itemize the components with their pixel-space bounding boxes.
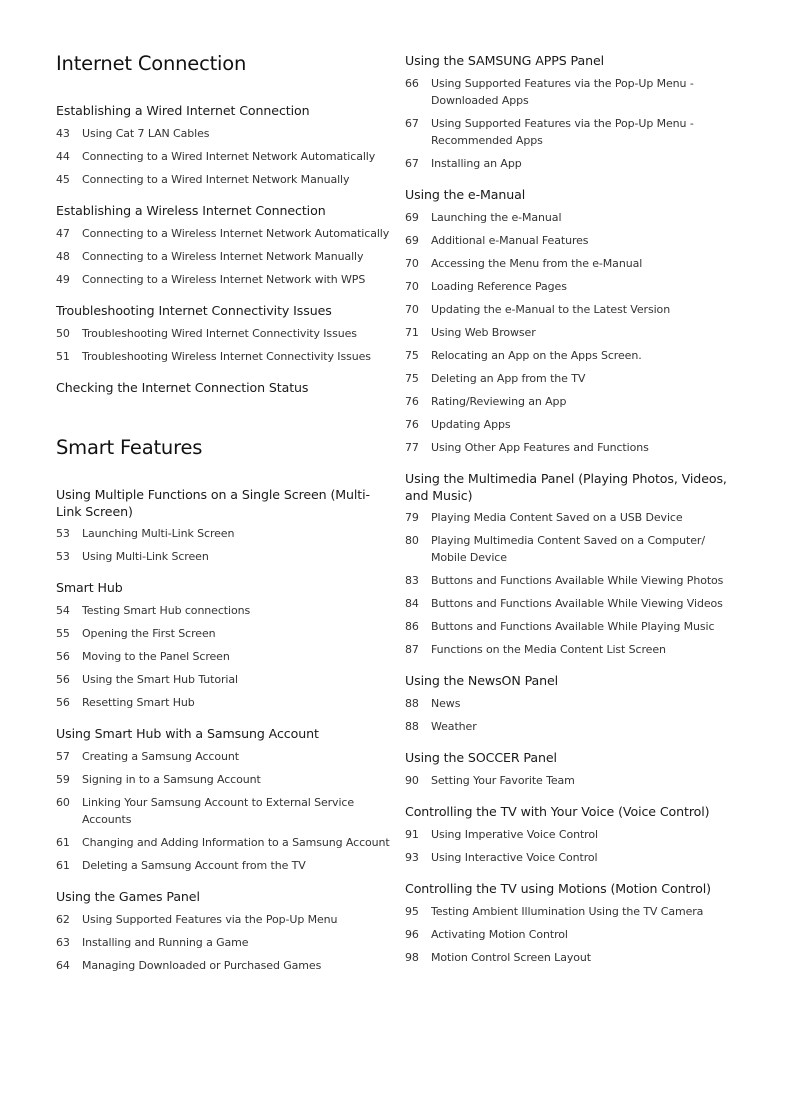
entry-title: Using Multi-Link Screen <box>82 550 209 563</box>
page-number: 88 <box>405 720 419 733</box>
entry-title: Creating a Samsung Account <box>82 750 239 763</box>
entry-title: Testing Smart Hub connections <box>82 604 251 617</box>
entry-title: Updating Apps <box>431 418 511 431</box>
toc-entry[interactable] <box>405 324 735 341</box>
entry-title: Accessing the Menu from the e-Manual <box>431 257 643 270</box>
entry-title: Weather <box>431 720 477 733</box>
page-number: 48 <box>56 250 70 263</box>
entry-title: Connecting to a Wireless Internet Network Manually <box>82 250 364 263</box>
entry-title: Rating/Reviewing an App <box>431 395 567 408</box>
page-number: 60 <box>56 796 70 809</box>
page-number: 63 <box>56 936 70 949</box>
toc-entry[interactable] <box>56 525 391 542</box>
toc-entry[interactable] <box>405 416 735 433</box>
toc-entry[interactable] <box>56 271 391 288</box>
section-troubleshooting[interactable]: Troubleshooting Internet Connectivity Issues <box>56 303 332 318</box>
entry-title: Additional e-Manual Features <box>431 234 589 247</box>
section-smart-hub[interactable]: Smart Hub <box>56 580 123 595</box>
toc-entry[interactable] <box>56 625 391 642</box>
toc-entry[interactable] <box>56 248 391 265</box>
entry-title: Buttons and Functions Available While Viewing Videos <box>431 597 723 610</box>
page-number: 87 <box>405 643 419 656</box>
entry-title: Connecting to a Wireless Internet Network Automatically <box>82 227 390 240</box>
page-number: 51 <box>56 350 70 363</box>
section-wireless-connection[interactable]: Establishing a Wireless Internet Connection <box>56 203 326 218</box>
toc-entry[interactable] <box>405 826 735 843</box>
page-number: 70 <box>405 280 419 293</box>
entry-title: Using Supported Features via the Pop-Up Menu <box>82 913 338 926</box>
entry-title: Deleting a Samsung Account from the TV <box>82 859 306 872</box>
entry-title: Connecting to a Wired Internet Network Manually <box>82 173 350 186</box>
toc-entry[interactable] <box>56 348 391 365</box>
entry-title: Loading Reference Pages <box>431 280 567 293</box>
page-number: 96 <box>405 928 419 941</box>
entry-title: Linking Your Samsung Account to External Service Accounts <box>82 796 355 826</box>
page-number: 71 <box>405 326 419 339</box>
entry-title: Using Web Browser <box>431 326 536 339</box>
entry-title: Installing an App <box>431 157 522 170</box>
entry-title: Using Supported Features via the Pop-Up Menu - Recommended Apps <box>431 117 694 147</box>
entry-title: Managing Downloaded or Purchased Games <box>82 959 322 972</box>
entry-title: Opening the First Screen <box>82 627 216 640</box>
page-number: 45 <box>56 173 70 186</box>
page-number: 66 <box>405 77 419 90</box>
page-number: 43 <box>56 127 70 140</box>
page-number: 50 <box>56 327 70 340</box>
page-number: 79 <box>405 511 419 524</box>
section-multimedia-panel[interactable]: Using the Multimedia Panel (Playing Photos, Videos, and Music) <box>405 471 727 503</box>
toc-entry[interactable] <box>405 572 735 589</box>
section-newson-panel[interactable]: Using the NewsON Panel <box>405 673 559 688</box>
toc-entry[interactable] <box>405 393 735 410</box>
toc-entry[interactable] <box>56 171 391 188</box>
page-number: 88 <box>405 697 419 710</box>
entry-title: Updating the e-Manual to the Latest Version <box>431 303 671 316</box>
page-number: 83 <box>405 574 419 587</box>
section-motion-control[interactable]: Controlling the TV using Motions (Motion Control) <box>405 881 711 896</box>
page-number: 90 <box>405 774 419 787</box>
page-number: 56 <box>56 673 70 686</box>
entry-title: Launching Multi-Link Screen <box>82 527 235 540</box>
entry-title: Deleting an App from the TV <box>431 372 586 385</box>
chapter-title-internet-connection: Internet Connection <box>56 52 247 75</box>
toc-entry[interactable] <box>56 794 391 828</box>
chapter-title-smart-features: Smart Features <box>56 436 203 459</box>
page-number: 62 <box>56 913 70 926</box>
toc-entry[interactable] <box>56 325 391 342</box>
entry-title: Signing in to a Samsung Account <box>82 773 261 786</box>
entry-title: Setting Your Favorite Team <box>431 774 575 787</box>
toc-entry[interactable] <box>405 255 735 272</box>
toc-entry[interactable] <box>405 347 735 364</box>
toc-entry[interactable] <box>405 115 735 149</box>
toc-entry[interactable] <box>405 209 735 226</box>
entry-title: Using Cat 7 LAN Cables <box>82 127 210 140</box>
entry-title: Relocating an App on the Apps Screen. <box>431 349 642 362</box>
entry-title: Connecting to a Wireless Internet Network with WPS <box>82 273 366 286</box>
page-number: 56 <box>56 650 70 663</box>
toc-entry[interactable] <box>405 718 735 735</box>
toc-entry[interactable] <box>405 532 735 566</box>
page-number: 53 <box>56 550 70 563</box>
entry-title: News <box>431 697 461 710</box>
page-number: 76 <box>405 395 419 408</box>
toc-entry[interactable] <box>56 957 391 974</box>
toc-entry[interactable] <box>405 75 735 109</box>
page-number: 67 <box>405 117 419 130</box>
toc-entry[interactable] <box>56 548 391 565</box>
entry-title: Playing Media Content Saved on a USB Device <box>431 511 683 524</box>
toc-entry[interactable] <box>56 125 391 142</box>
toc-entry[interactable] <box>56 771 391 788</box>
page-number: 98 <box>405 951 419 964</box>
section-e-manual[interactable]: Using the e-Manual <box>405 187 526 202</box>
page-number: 53 <box>56 527 70 540</box>
toc-entry[interactable] <box>56 602 391 619</box>
toc-entry[interactable] <box>56 857 391 874</box>
page-number: 70 <box>405 257 419 270</box>
page-number: 76 <box>405 418 419 431</box>
page-number: 47 <box>56 227 70 240</box>
entry-title: Using Imperative Voice Control <box>431 828 598 841</box>
section-voice-control[interactable]: Controlling the TV with Your Voice (Voice Control) <box>405 804 710 819</box>
entry-title: Using Interactive Voice Control <box>431 851 598 864</box>
page-number: 95 <box>405 905 419 918</box>
entry-title: Connecting to a Wired Internet Network Automatically <box>82 150 376 163</box>
section-wired-connection[interactable]: Establishing a Wired Internet Connection <box>56 103 310 118</box>
toc-entry[interactable] <box>405 301 735 318</box>
page-number: 70 <box>405 303 419 316</box>
page-number: 57 <box>56 750 70 763</box>
page-number: 69 <box>405 234 419 247</box>
toc-entry[interactable] <box>56 934 391 951</box>
page-number: 69 <box>405 211 419 224</box>
entry-title: Changing and Adding Information to a Samsung Account <box>82 836 390 849</box>
toc-entry[interactable] <box>405 903 735 920</box>
page-number: 54 <box>56 604 70 617</box>
page-number: 80 <box>405 534 419 547</box>
toc-entry[interactable] <box>405 439 735 456</box>
page-number: 75 <box>405 349 419 362</box>
toc-entry[interactable] <box>56 694 391 711</box>
section-multi-link[interactable]: Using Multiple Functions on a Single Screen (Multi-Link Screen) <box>56 487 370 519</box>
page-number: 93 <box>405 851 419 864</box>
page-number: 61 <box>56 836 70 849</box>
section-connection-status[interactable]: Checking the Internet Connection Status <box>56 380 309 395</box>
toc-entry[interactable] <box>405 926 735 943</box>
toc-entry[interactable] <box>56 748 391 765</box>
entry-title: Troubleshooting Wired Internet Connectivity Issues <box>82 327 357 340</box>
page-number: 64 <box>56 959 70 972</box>
page-number: 75 <box>405 372 419 385</box>
entry-title: Playing Multimedia Content Saved on a Computer/ Mobile Device <box>431 534 705 564</box>
toc-entry[interactable] <box>56 671 391 688</box>
page-number: 77 <box>405 441 419 454</box>
entry-title: Moving to the Panel Screen <box>82 650 230 663</box>
entry-title: Activating Motion Control <box>431 928 568 941</box>
entry-title: Motion Control Screen Layout <box>431 951 591 964</box>
toc-entry[interactable] <box>405 849 735 866</box>
page-number: 44 <box>56 150 70 163</box>
entry-title: Resetting Smart Hub <box>82 696 195 709</box>
entry-title: Functions on the Media Content List Screen <box>431 643 666 656</box>
section-samsung-apps-panel[interactable]: Using the SAMSUNG APPS Panel <box>405 53 605 68</box>
toc-entry[interactable] <box>56 911 391 928</box>
toc-entry[interactable] <box>56 834 391 851</box>
entry-title: Using the Smart Hub Tutorial <box>82 673 238 686</box>
toc-entry[interactable] <box>56 148 391 165</box>
entry-title: Using Supported Features via the Pop-Up Menu - Downloaded Apps <box>431 77 694 107</box>
toc-entry[interactable] <box>405 772 735 789</box>
toc-entry[interactable] <box>405 370 735 387</box>
toc-entry[interactable] <box>405 509 735 526</box>
page-number: 84 <box>405 597 419 610</box>
entry-title: Buttons and Functions Available While Viewing Photos <box>431 574 724 587</box>
toc-entry[interactable] <box>405 155 735 172</box>
entry-title: Using Other App Features and Functions <box>431 441 649 454</box>
page-number: 49 <box>56 273 70 286</box>
page-number: 56 <box>56 696 70 709</box>
page-number: 59 <box>56 773 70 786</box>
page-number: 61 <box>56 859 70 872</box>
entry-title: Installing and Running a Game <box>82 936 249 949</box>
toc-entry[interactable] <box>405 232 735 249</box>
page-number: 86 <box>405 620 419 633</box>
toc-entry[interactable] <box>405 595 735 612</box>
toc-entry[interactable] <box>56 648 391 665</box>
toc-entry[interactable] <box>405 278 735 295</box>
toc-entry[interactable] <box>405 695 735 712</box>
toc-entry[interactable] <box>405 618 735 635</box>
toc-entry[interactable] <box>405 949 735 966</box>
section-samsung-account[interactable]: Using Smart Hub with a Samsung Account <box>56 726 319 741</box>
entry-title: Launching the e-Manual <box>431 211 562 224</box>
entry-title: Buttons and Functions Available While Playing Music <box>431 620 715 633</box>
section-games-panel[interactable]: Using the Games Panel <box>56 889 200 904</box>
section-soccer-panel[interactable]: Using the SOCCER Panel <box>405 750 557 765</box>
page-number: 67 <box>405 157 419 170</box>
entry-title: Troubleshooting Wireless Internet Connectivity Issues <box>82 350 371 363</box>
page-number: 91 <box>405 828 419 841</box>
entry-title: Testing Ambient Illumination Using the TV Camera <box>431 905 704 918</box>
page-number: 55 <box>56 627 70 640</box>
toc-entry[interactable] <box>56 225 391 242</box>
toc-entry[interactable] <box>405 641 735 658</box>
